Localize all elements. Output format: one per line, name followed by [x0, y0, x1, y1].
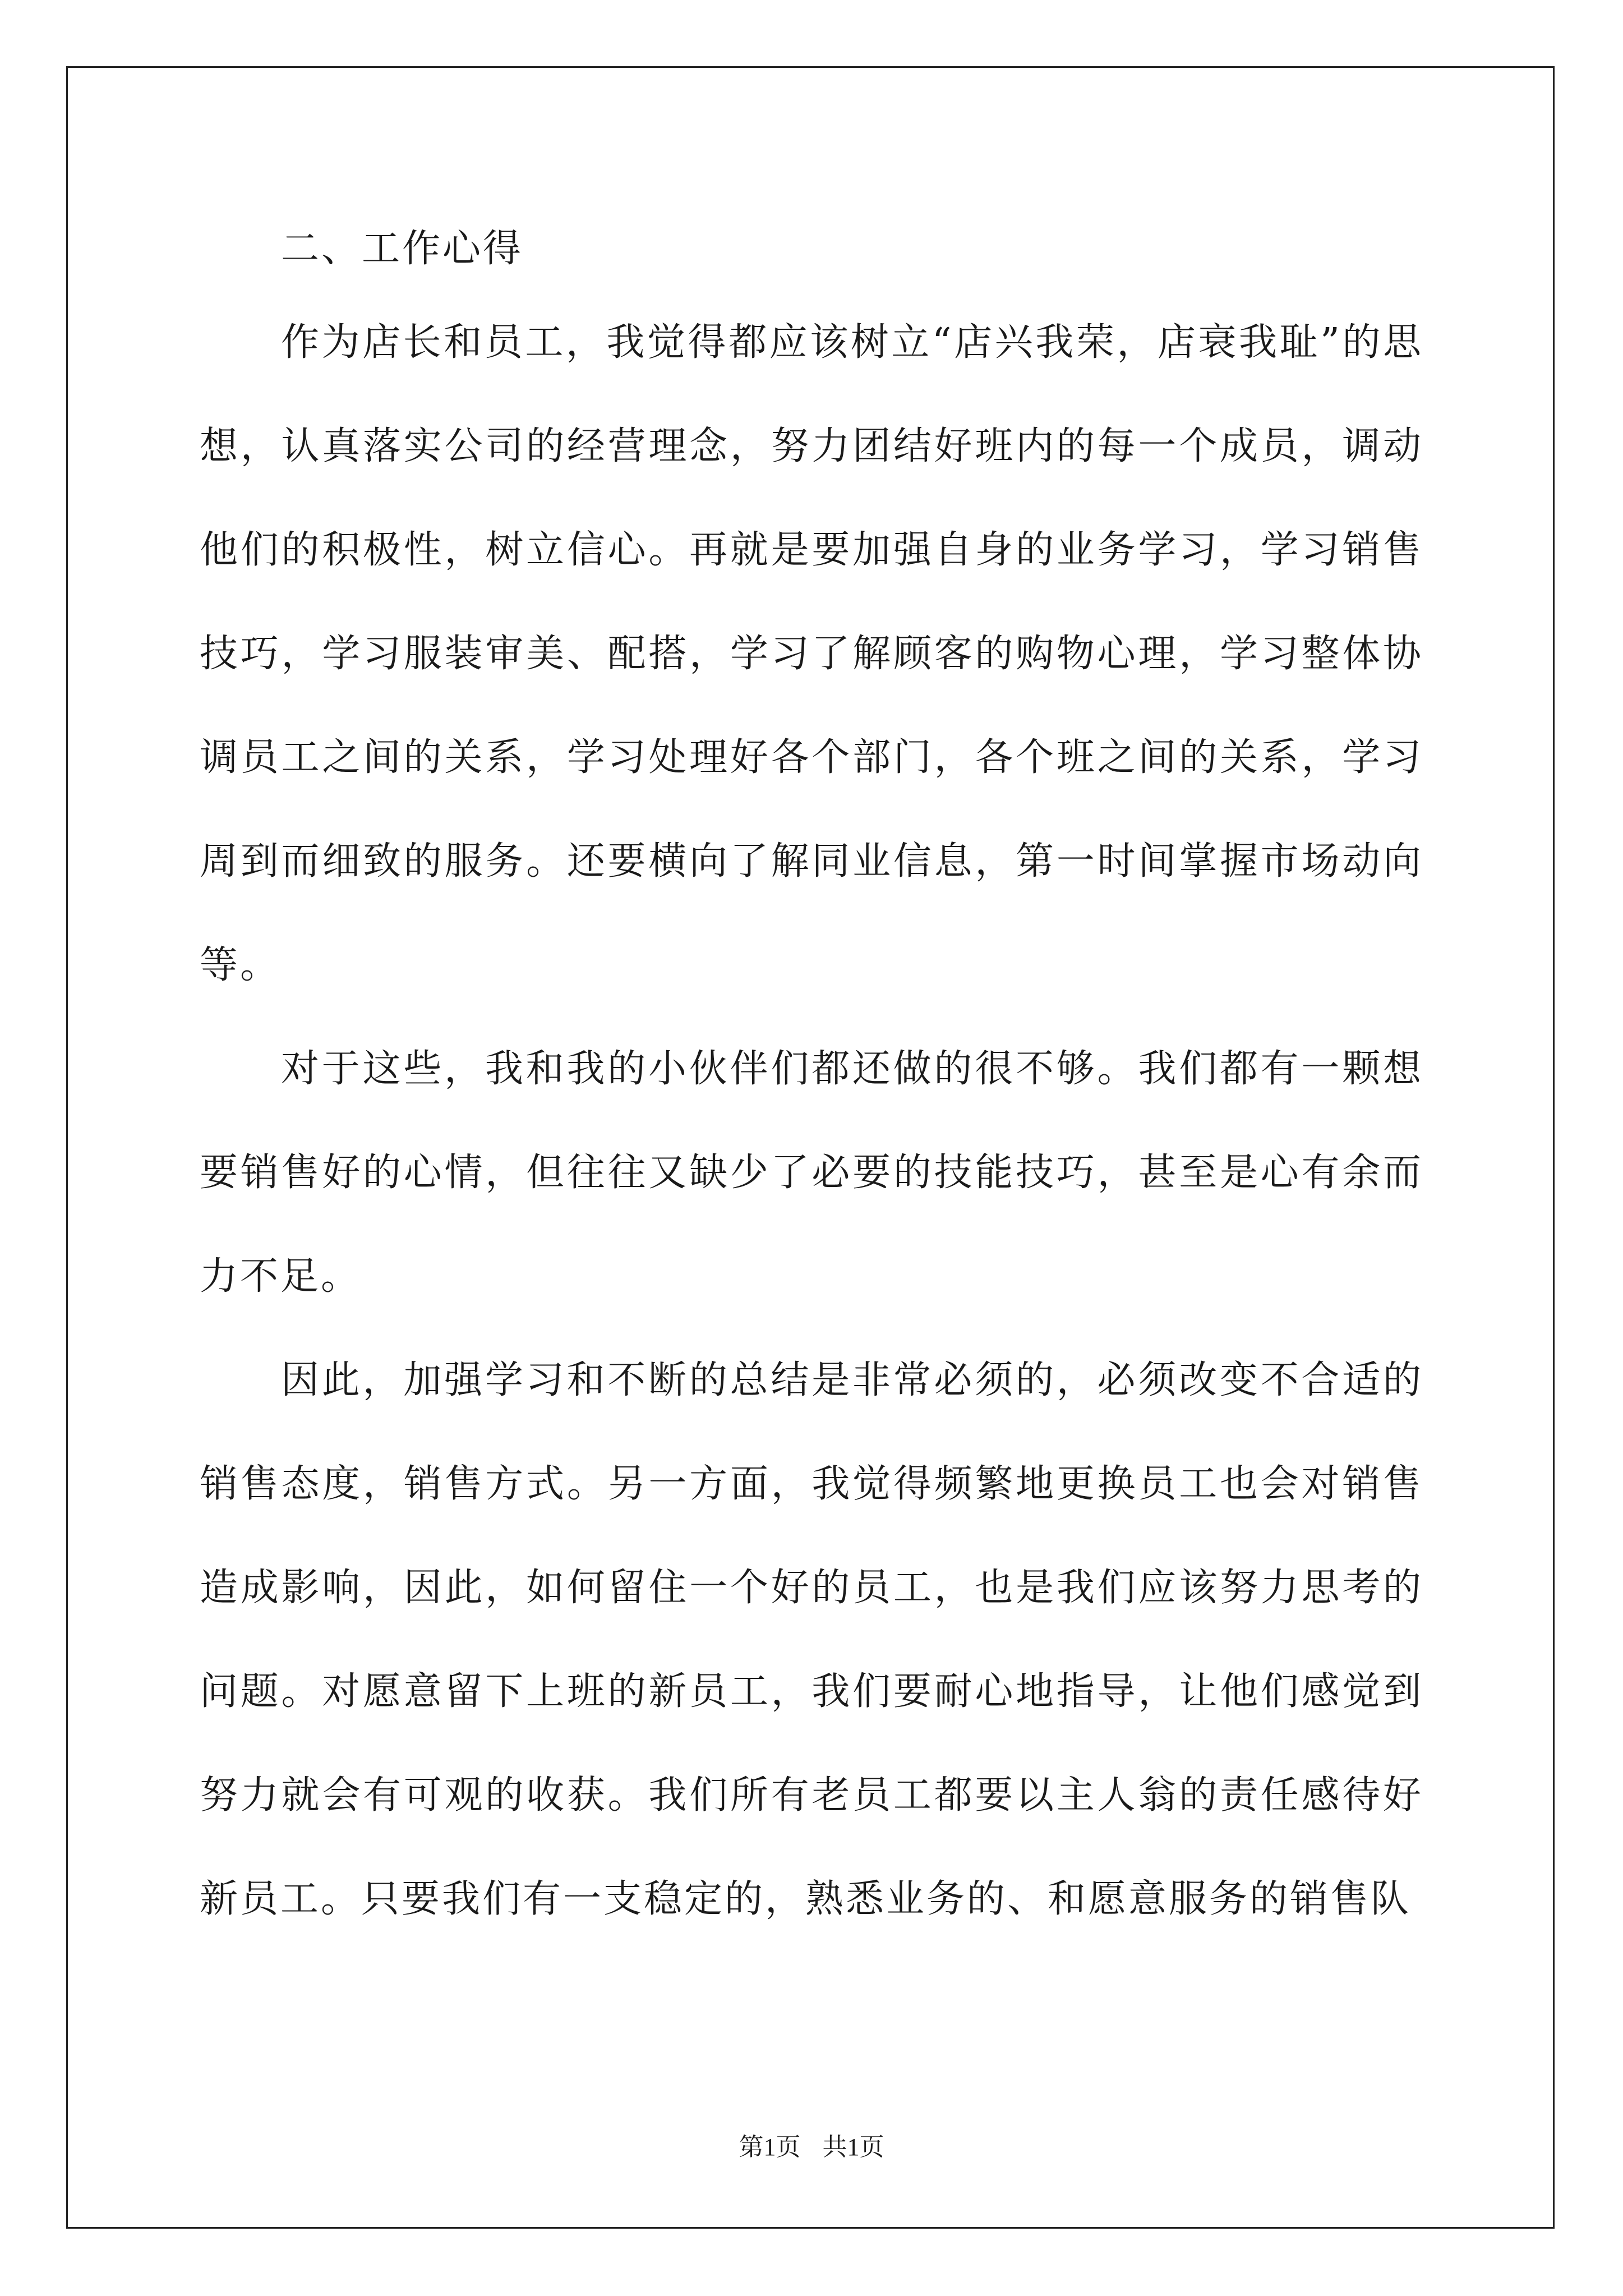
- page-number: 第1页: [739, 2133, 801, 2161]
- page-total: 共1页: [822, 2133, 884, 2161]
- page-footer: [0, 2131, 1623, 2164]
- paragraph-2: 对于这些，我和我的小伙伴们都还做的很不够。我们都有一颗想要销售好的心情，但往往又缺少了必要的技能技巧，甚至是心有余而力不足。: [200, 1047, 1423, 1299]
- paragraph-3: 因此，加强学习和不断的总结是非常必须的，必须改变不合适的销售态度，销售方式。另一方面，我觉得频繁地更换员工也会对销售造成影响，因此，如何留住一个好的员工，也是我们应该努力思考的问题。对愿意留下上班的新员工，我们要耐心地指导，让他们感觉到努力就会有可观的收获。我们所有老员工都要以主人翁的责任感待好新员工。只要我们有一支稳定的，熟悉业务的、和愿意服务的销售队: [200, 1358, 1423, 1921]
- document-body: [200, 208, 1423, 1951]
- section-heading: 二、工作心得: [281, 227, 524, 271]
- paragraph-1: 作为店长和员工，我觉得都应该树立“店兴我荣，店衰我耻”的思想，认真落实公司的经营理念，努力团结好班内的每一个成员，调动他们的积极性，树立信心。再就是要加强自身的业务学习，学习销售技巧，学习服装审美、配搭，学习了解顾客的购物心理，学习整体协调员工之间的关系，学习处理好各个部门，各个班之间的关系，学习周到而细致的服务。还要横向了解同业信息，第一时间掌握市场动向等。: [200, 320, 1423, 987]
